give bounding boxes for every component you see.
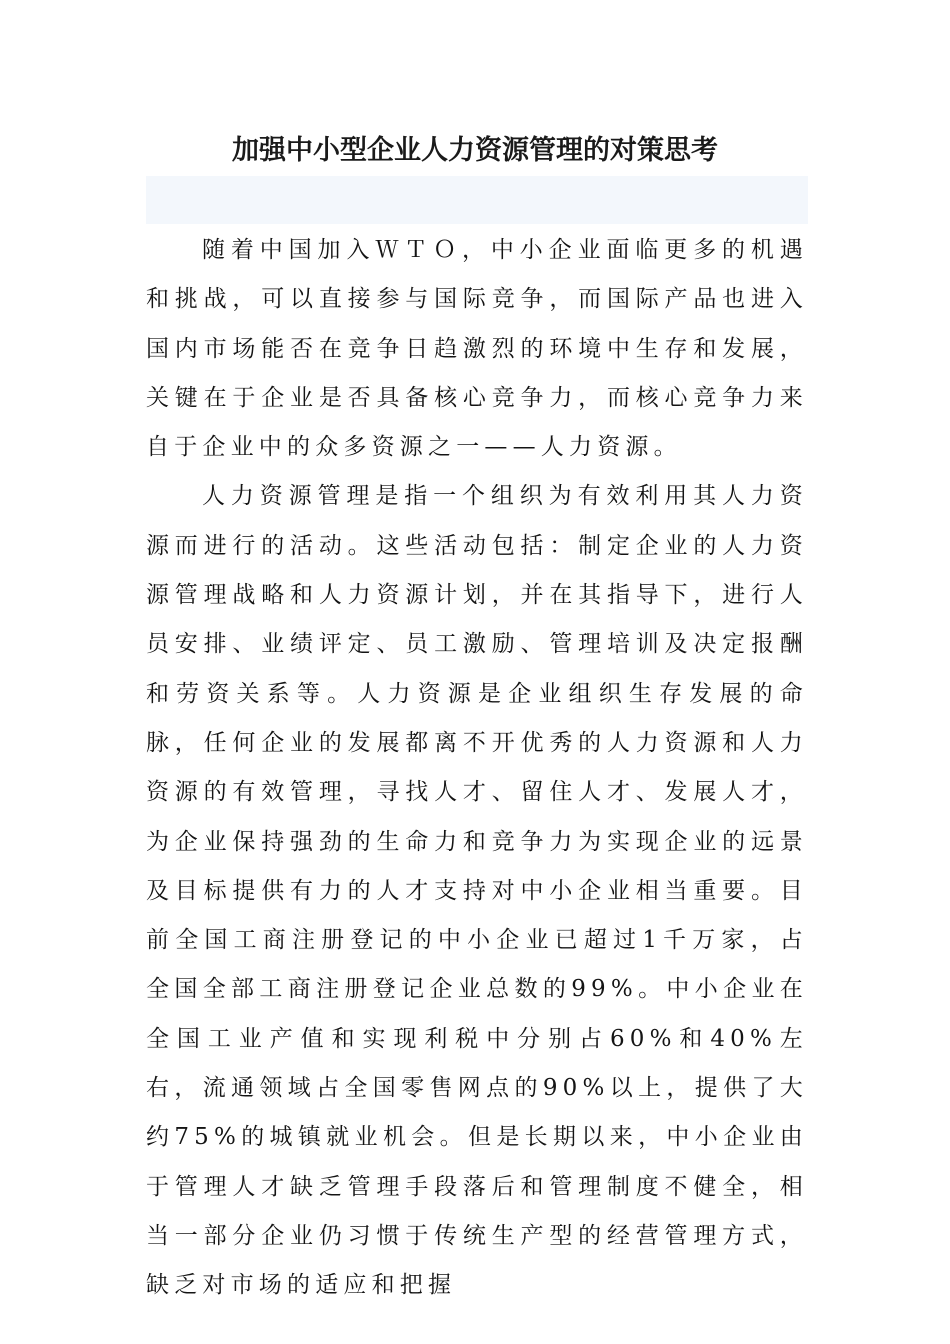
paragraph-1: 随着中国加入ＷＴＯ，中小企业面临更多的机遇和挑战，可以直接参与国际竞争，而国际产品也进入国内市场能否在竞争日趋激烈的环境中生存和发展，关键在于企业是否具备核心竞争力，而核心竞争力来自于企业中的众多资源之一——人力资源。: [146, 237, 808, 461]
paragraph-2: 人力资源管理是指一个组织为有效利用其人力资源而进行的活动。这些活动包括：制定企业的人力资源管理战略和人力资源计划，并在其指导下，进行人员安排、业绩评定、员工激励、管理培训及决定报酬和劳资关系等。人力资源是企业组织生存发展的命脉，任何企业的发展都离不开优秀的人力资源和人力资源的有效管理，寻找人才、留住人才、发展人才，为企业保持强劲的生命力和竞争力为实现企业的远景及目标提供有力的人才支持对中小企业相当重要。目前全国工商注册登记的中小企业已超过1千万家，占全国全部工商注册登记企业总数的99%。中小企业在全国工业产值和实现利税中分别占60%和40%左右，流通领域占全国零售网点的90%以上，提供了大约75%的城镇就业机会。但是长期以来，中小企业由于管理人才缺乏管理手段落后和管理制度不健全，相当一部分企业仍习惯于传统生产型的经营管理方式，缺乏对市场的适应和把握: [146, 483, 808, 1299]
shaded-band: [146, 176, 808, 224]
page-title: 加强中小型企业人力资源管理的对策思考: [232, 135, 718, 166]
article-body: [146, 226, 808, 1311]
